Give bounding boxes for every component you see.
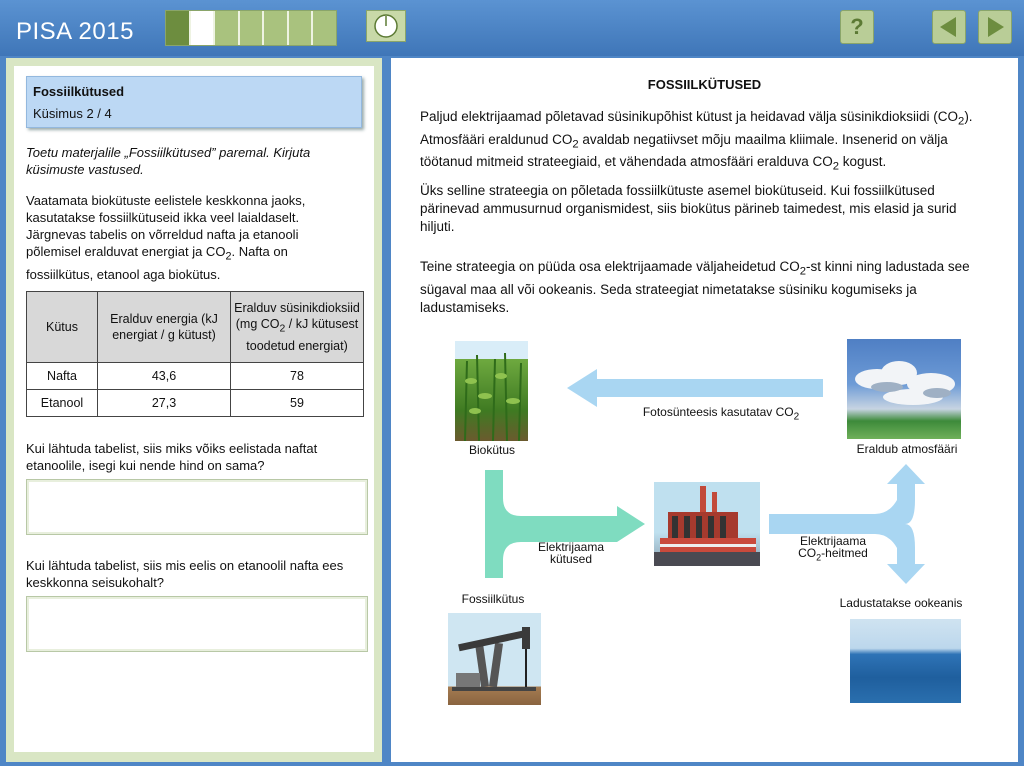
progress-segment-7 (313, 11, 336, 45)
header-text-part: / kJ kütusest toodetud energiat) (246, 317, 359, 353)
cell-co2: 59 (231, 390, 364, 417)
text-part: Paljud elektrijaamad põletavad süsinikupõhist kütust ja heidavad välja süsinikdioksiidi (CO (420, 109, 959, 124)
emissions-arrow (769, 464, 925, 584)
subscript: 2 (799, 265, 807, 278)
column-header-co2 (231, 292, 364, 363)
progress-segment-2 (191, 11, 216, 45)
column-header-energy: Eralduv energia (kJ energiat / g kütust) (98, 292, 231, 363)
unit-title: Fossiilkütused (33, 84, 125, 99)
question-number: Küsimus 2 / 4 (33, 106, 112, 121)
intro-text (26, 192, 356, 283)
subscript: 2 (832, 161, 840, 174)
answer-2-input[interactable] (26, 596, 368, 652)
ocean-label: Ladustatakse ookeanis (839, 596, 963, 610)
stimulus-paragraph-2: Üks selline strateegia on põletada fossiilkütuste asemel biokütuseid. Kui fossiilkütused pärinevad ammusurnud organismidest, siis biokütus pärineb taimedest, mis elasid ja surid hiljuti. (420, 183, 957, 234)
header-text-part: Eralduv süsinikdioksiid (mg CO (234, 301, 360, 332)
next-button[interactable] (978, 10, 1012, 44)
column-header-fuel: Kütus (27, 292, 98, 363)
text-part: kogust. (839, 154, 887, 170)
app-title: PISA 2015 (16, 18, 134, 45)
ocean-image (850, 619, 961, 703)
text-part: Teine strateegia on püüda osa elektrijaamade väljaheidetud CO (420, 259, 800, 274)
photosynthesis-arrow (567, 369, 823, 407)
previous-button[interactable] (932, 10, 966, 44)
label-line: Elektrijaama (537, 540, 605, 554)
clouds-icon (847, 339, 961, 439)
label-line: Elektrijaama (799, 534, 867, 548)
intro-text-part: . Nafta on fossiilkütus, etanool aga biokütus. (26, 244, 288, 282)
progress-segment-5 (264, 11, 289, 45)
fossil-fuel-label: Fossiilkütus (461, 592, 525, 606)
question-header (26, 76, 362, 128)
progress-segment-6 (289, 11, 314, 45)
arrow-left-icon (936, 14, 962, 40)
label-part: -heitmed (821, 546, 868, 560)
text-part: -st kinni ning ladustada see sügaval maa all või ookeanis. Seda strateegiat nimetatakse süsiniku kogumiseks ja ladustamiseks. (420, 259, 970, 315)
instruction-text: Toetu materjalile „Fossiilkütused” paremal. Kirjuta küsimuste vastused. (26, 145, 311, 177)
cell-fuel: Nafta (27, 363, 98, 390)
question-mark-icon: ? (850, 14, 864, 39)
sky-clouds-image (847, 339, 961, 439)
plant-fuels-label (521, 541, 621, 565)
subscript: 2 (958, 115, 965, 128)
pump-jack-image (448, 613, 541, 705)
subscript: 2 (279, 323, 286, 335)
atmosphere-label: Eraldub atmosfääri (856, 442, 958, 456)
fuel-comparison-table (26, 291, 364, 417)
cell-energy: 43,6 (98, 363, 231, 390)
label-line (783, 547, 883, 563)
text-part: ). Atmosfääri eraldunud CO (420, 109, 973, 147)
oil-pump-icon (448, 613, 541, 705)
cell-co2: 78 (231, 363, 364, 390)
stimulus-panel (391, 58, 1018, 762)
question-2-text: Kui lähtuda tabelist, siis mis eelis on etanoolil nafta ees keskkonna seisukohalt? (26, 558, 344, 590)
emissions-label (783, 535, 883, 563)
question-panel (14, 66, 374, 752)
timer-button[interactable] (366, 10, 406, 42)
photosynthesis-label (611, 405, 831, 422)
corn-plants-icon (455, 341, 528, 441)
table-row (27, 363, 364, 390)
top-bar (0, 0, 1024, 56)
label-line: kütused (549, 552, 593, 566)
biofuel-label: Biokütus (468, 443, 516, 457)
table-header-row (27, 292, 364, 363)
cell-energy: 27,3 (98, 390, 231, 417)
progress-segment-3 (215, 11, 240, 45)
subscript: 2 (816, 552, 822, 563)
factory-icon (654, 482, 760, 566)
arrow-right-icon (982, 14, 1008, 40)
corn-field-image (455, 341, 528, 441)
stimulus-title: FOSSIILKÜTUSED (647, 77, 762, 92)
cell-fuel: Etanool (27, 390, 98, 417)
progress-bar (165, 10, 337, 46)
label-part: CO (798, 546, 817, 560)
progress-segment-4 (240, 11, 265, 45)
answer-1-input[interactable] (26, 479, 368, 535)
subscript: 2 (572, 138, 579, 151)
power-plant-image (654, 482, 760, 566)
help-button[interactable] (840, 10, 874, 44)
clock-icon (367, 11, 405, 41)
intro-text-part: Vaatamata biokütuste eelistele keskkonna jaoks, kasutatakse fossiilkütuseid ikka veel laialdaselt. Järgnevas tabelis on võrreldud nafta ja etanooli põlemisel eralduvat energiat ja CO (26, 193, 306, 259)
subscript: 2 (225, 250, 232, 263)
table-row (27, 390, 364, 417)
progress-segment-1 (166, 11, 191, 45)
subscript: 2 (793, 411, 800, 423)
question-1-text: Kui lähtuda tabelist, siis miks võiks eelistada naftat etanoolile, isegi kui nende hind on sama? (26, 441, 318, 473)
label-part: Fotosünteesis kasutatav CO (642, 405, 794, 419)
text-part: avaldab negatiivset mõju maailma kliimale. Insenerid on välja töötanud mitmeid strateegiaid, et vähendada atmosfääri eralduva CO (420, 131, 948, 170)
